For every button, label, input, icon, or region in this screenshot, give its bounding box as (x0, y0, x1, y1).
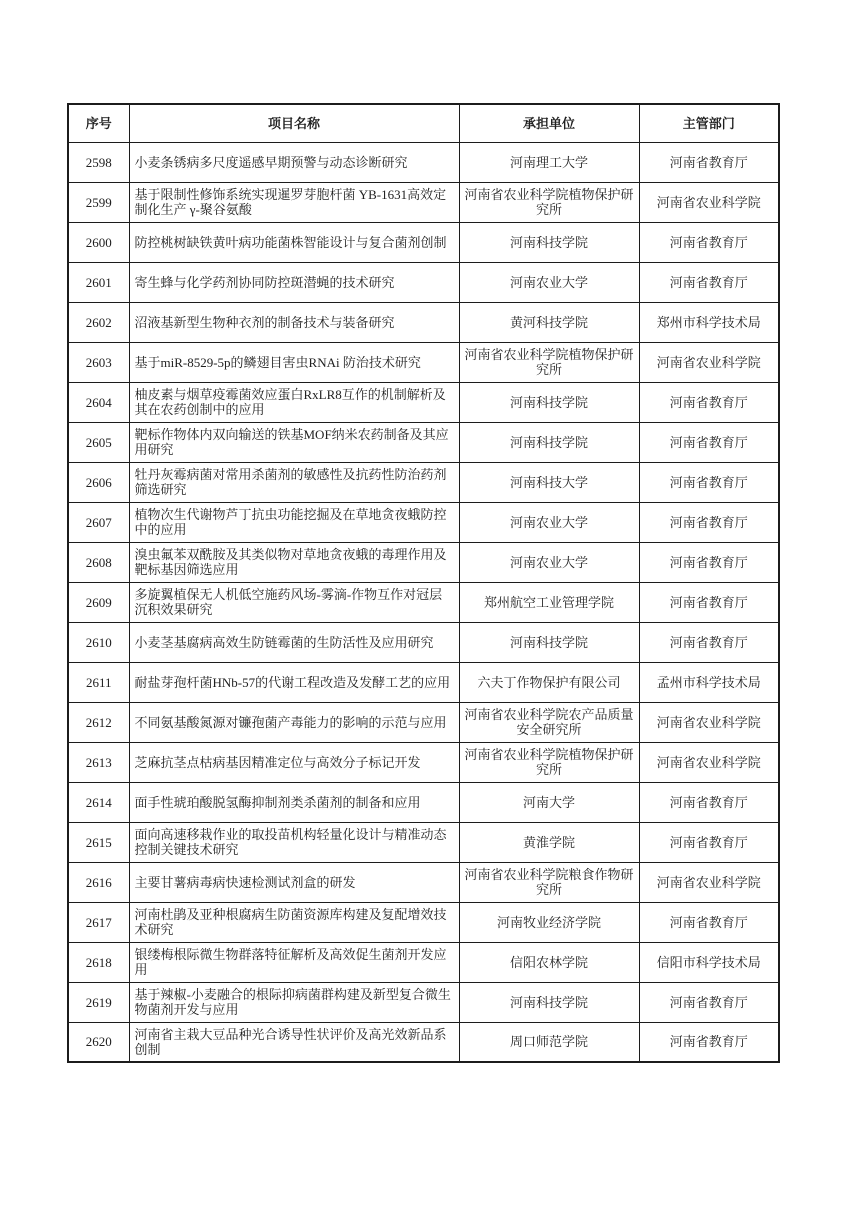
cell-undertaking-unit: 周口师范学院 (459, 1022, 639, 1062)
cell-serial-number: 2612 (68, 702, 129, 742)
table-row (68, 1022, 779, 1062)
header-row (68, 104, 779, 142)
table-row (68, 382, 779, 422)
cell-supervising-department: 河南省教育厅 (639, 1022, 779, 1062)
table-row (68, 942, 779, 982)
cell-serial-number: 2609 (68, 582, 129, 622)
cell-serial-number: 2607 (68, 502, 129, 542)
column-header-serial-number: 序号 (68, 104, 129, 142)
cell-undertaking-unit: 河南省农业科学院植物保护研究所 (459, 182, 639, 222)
cell-supervising-department: 河南省教育厅 (639, 422, 779, 462)
cell-supervising-department: 河南省教育厅 (639, 542, 779, 582)
cell-supervising-department: 孟州市科学技术局 (639, 662, 779, 702)
projects-table (67, 103, 780, 1063)
cell-undertaking-unit: 河南牧业经济学院 (459, 902, 639, 942)
cell-undertaking-unit: 河南农业大学 (459, 502, 639, 542)
cell-supervising-department: 河南省教育厅 (639, 782, 779, 822)
cell-project-name: 小麦茎基腐病高效生防链霉菌的生防活性及应用研究 (129, 622, 459, 662)
cell-project-name: 耐盐芽孢杆菌HNb-57的代谢工程改造及发酵工艺的应用 (129, 662, 459, 702)
cell-project-name: 柚皮素与烟草疫霉菌效应蛋白RxLR8互作的机制解析及其在农药创制中的应用 (129, 382, 459, 422)
cell-serial-number: 2600 (68, 222, 129, 262)
table-row (68, 302, 779, 342)
column-header-undertaking-unit: 承担单位 (459, 104, 639, 142)
table-row (68, 902, 779, 942)
cell-supervising-department: 河南省教育厅 (639, 582, 779, 622)
cell-serial-number: 2616 (68, 862, 129, 902)
table-row (68, 742, 779, 782)
table-row (68, 342, 779, 382)
cell-serial-number: 2606 (68, 462, 129, 502)
cell-supervising-department: 河南省教育厅 (639, 822, 779, 862)
cell-serial-number: 2605 (68, 422, 129, 462)
table-body (68, 142, 779, 1062)
cell-undertaking-unit: 信阳农林学院 (459, 942, 639, 982)
cell-serial-number: 2611 (68, 662, 129, 702)
cell-project-name: 面向高速移栽作业的取投苗机构轻量化设计与精准动态控制关键技术研究 (129, 822, 459, 862)
table-row (68, 702, 779, 742)
cell-project-name: 基于辣椒-小麦融合的根际抑病菌群构建及新型复合微生物菌剂开发与应用 (129, 982, 459, 1022)
cell-project-name: 小麦条锈病多尺度遥感早期预警与动态诊断研究 (129, 142, 459, 182)
cell-project-name: 基于限制性修饰系统实现暹罗芽胞杆菌 YB-1631高效定制化生产 γ-聚谷氨酸 (129, 182, 459, 222)
table-row (68, 182, 779, 222)
cell-supervising-department: 信阳市科学技术局 (639, 942, 779, 982)
cell-supervising-department: 河南省教育厅 (639, 142, 779, 182)
table-row (68, 142, 779, 182)
cell-undertaking-unit: 河南科技学院 (459, 622, 639, 662)
cell-undertaking-unit: 河南大学 (459, 782, 639, 822)
cell-undertaking-unit: 河南省农业科学院粮食作物研究所 (459, 862, 639, 902)
cell-project-name: 银缕梅根际微生物群落特征解析及高效促生菌剂开发应用 (129, 942, 459, 982)
cell-undertaking-unit: 河南科技学院 (459, 382, 639, 422)
table-row (68, 422, 779, 462)
table-row (68, 782, 779, 822)
cell-project-name: 多旋翼植保无人机低空施药风场-雾滴-作物互作对冠层沉积效果研究 (129, 582, 459, 622)
cell-serial-number: 2610 (68, 622, 129, 662)
cell-serial-number: 2601 (68, 262, 129, 302)
cell-undertaking-unit: 六夫丁作物保护有限公司 (459, 662, 639, 702)
cell-undertaking-unit: 河南农业大学 (459, 542, 639, 582)
cell-supervising-department: 郑州市科学技术局 (639, 302, 779, 342)
cell-serial-number: 2608 (68, 542, 129, 582)
cell-undertaking-unit: 黄淮学院 (459, 822, 639, 862)
cell-project-name: 沼液基新型生物种衣剂的制备技术与装备研究 (129, 302, 459, 342)
cell-supervising-department: 河南省教育厅 (639, 222, 779, 262)
cell-supervising-department: 河南省农业科学院 (639, 342, 779, 382)
cell-project-name: 面手性琥珀酸脱氢酶抑制剂类杀菌剂的制备和应用 (129, 782, 459, 822)
cell-serial-number: 2599 (68, 182, 129, 222)
cell-undertaking-unit: 河南科技学院 (459, 222, 639, 262)
cell-undertaking-unit: 河南科技学院 (459, 982, 639, 1022)
cell-serial-number: 2614 (68, 782, 129, 822)
cell-serial-number: 2615 (68, 822, 129, 862)
cell-supervising-department: 河南省教育厅 (639, 262, 779, 302)
column-header-project-name: 项目名称 (129, 104, 459, 142)
cell-serial-number: 2613 (68, 742, 129, 782)
cell-project-name: 植物次生代谢物芦丁抗虫功能挖掘及在草地贪夜蛾防控中的应用 (129, 502, 459, 542)
cell-project-name: 溴虫氟苯双酰胺及其类似物对草地贪夜蛾的毒理作用及靶标基因筛选应用 (129, 542, 459, 582)
cell-undertaking-unit: 黄河科技学院 (459, 302, 639, 342)
cell-serial-number: 2602 (68, 302, 129, 342)
table-row (68, 982, 779, 1022)
cell-supervising-department: 河南省农业科学院 (639, 742, 779, 782)
cell-serial-number: 2603 (68, 342, 129, 382)
cell-project-name: 河南杜鹃及亚种根腐病生防菌资源库构建及复配增效技术研究 (129, 902, 459, 942)
cell-undertaking-unit: 河南科技大学 (459, 462, 639, 502)
table-row (68, 462, 779, 502)
cell-serial-number: 2619 (68, 982, 129, 1022)
table-row (68, 582, 779, 622)
cell-project-name: 靶标作物体内双向输送的铁基MOF纳米农药制备及其应用研究 (129, 422, 459, 462)
table-row (68, 862, 779, 902)
cell-undertaking-unit: 河南省农业科学院植物保护研究所 (459, 342, 639, 382)
table-row (68, 662, 779, 702)
cell-project-name: 寄生蜂与化学药剂协同防控斑潜蝇的技术研究 (129, 262, 459, 302)
cell-supervising-department: 河南省教育厅 (639, 502, 779, 542)
cell-project-name: 基于miR-8529-5p的鳞翅目害虫RNAi 防治技术研究 (129, 342, 459, 382)
cell-supervising-department: 河南省教育厅 (639, 982, 779, 1022)
table-row (68, 222, 779, 262)
table-row (68, 622, 779, 662)
cell-supervising-department: 河南省农业科学院 (639, 702, 779, 742)
cell-serial-number: 2617 (68, 902, 129, 942)
cell-project-name: 河南省主栽大豆品种光合诱导性状评价及高光效新品系创制 (129, 1022, 459, 1062)
cell-project-name: 主要甘薯病毒病快速检测试剂盒的研发 (129, 862, 459, 902)
table-row (68, 822, 779, 862)
cell-undertaking-unit: 河南农业大学 (459, 262, 639, 302)
cell-undertaking-unit: 河南省农业科学院植物保护研究所 (459, 742, 639, 782)
cell-project-name: 牡丹灰霉病菌对常用杀菌剂的敏感性及抗药性防治药剂筛选研究 (129, 462, 459, 502)
cell-project-name: 防控桃树缺铁黄叶病功能菌株智能设计与复合菌剂创制 (129, 222, 459, 262)
column-header-supervising-department: 主管部门 (639, 104, 779, 142)
table-row (68, 262, 779, 302)
cell-serial-number: 2598 (68, 142, 129, 182)
table-row (68, 542, 779, 582)
cell-serial-number: 2618 (68, 942, 129, 982)
cell-undertaking-unit: 河南省农业科学院农产品质量安全研究所 (459, 702, 639, 742)
cell-serial-number: 2620 (68, 1022, 129, 1062)
cell-supervising-department: 河南省教育厅 (639, 622, 779, 662)
cell-supervising-department: 河南省教育厅 (639, 902, 779, 942)
cell-supervising-department: 河南省教育厅 (639, 382, 779, 422)
cell-undertaking-unit: 河南理工大学 (459, 142, 639, 182)
cell-project-name: 芝麻抗茎点枯病基因精准定位与高效分子标记开发 (129, 742, 459, 782)
cell-supervising-department: 河南省农业科学院 (639, 182, 779, 222)
cell-project-name: 不同氨基酸氮源对镰孢菌产毒能力的影响的示范与应用 (129, 702, 459, 742)
cell-supervising-department: 河南省农业科学院 (639, 862, 779, 902)
cell-undertaking-unit: 河南科技学院 (459, 422, 639, 462)
cell-undertaking-unit: 郑州航空工业管理学院 (459, 582, 639, 622)
table-row (68, 502, 779, 542)
cell-supervising-department: 河南省教育厅 (639, 462, 779, 502)
cell-serial-number: 2604 (68, 382, 129, 422)
